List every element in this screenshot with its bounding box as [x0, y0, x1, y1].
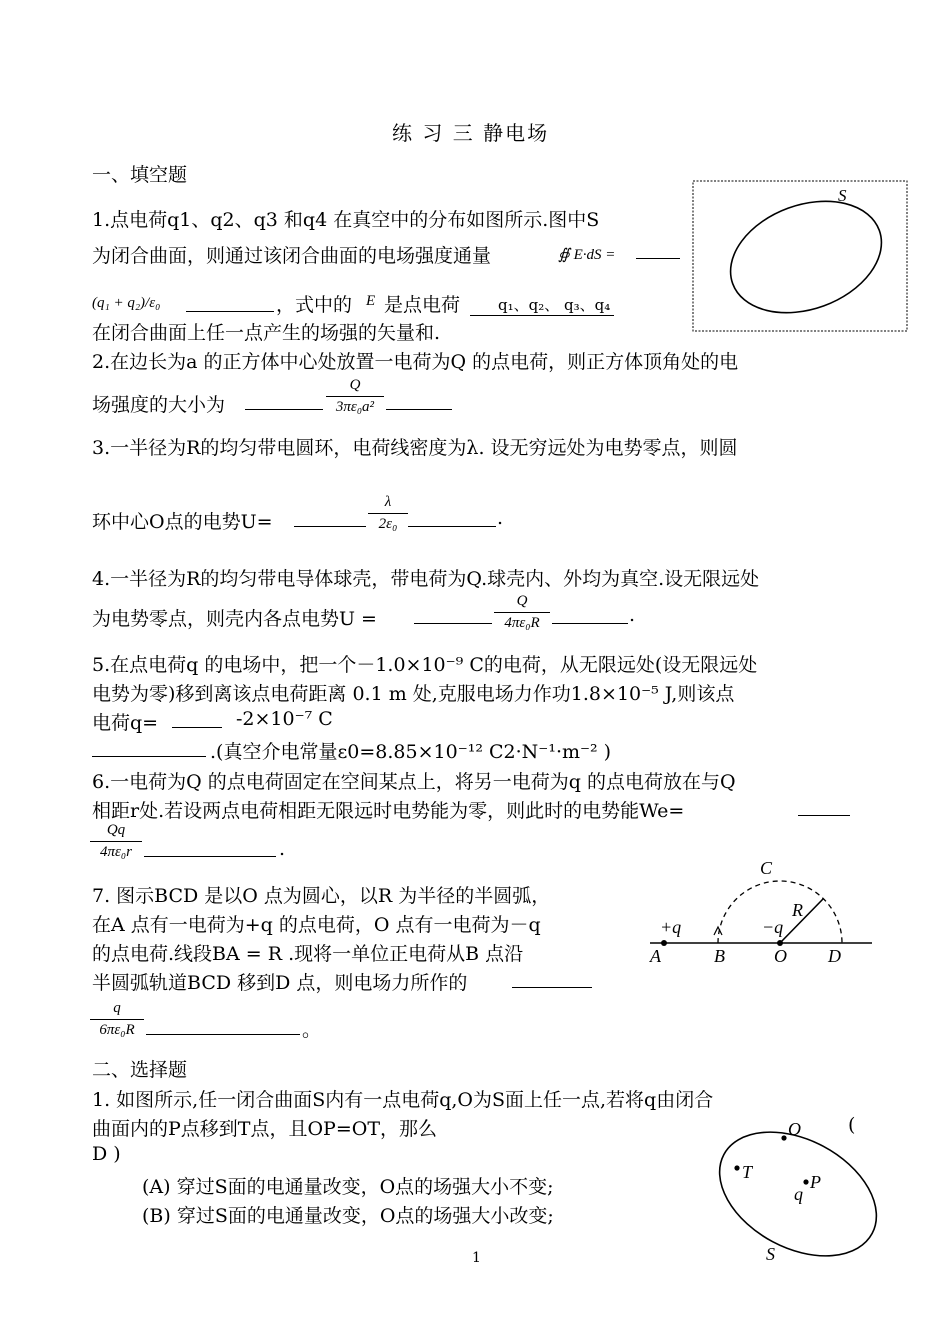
plus-q-label: +q [660, 917, 682, 937]
q2-line1: 2.在边长为a 的正方体中心处放置一电荷为Q 的点电荷，则正方体顶角处的电 [92, 351, 739, 373]
charge-q-label: q [794, 1184, 803, 1204]
point-b-label: B [714, 946, 725, 966]
fraction-bar [90, 841, 142, 842]
surface-s-label: S [838, 186, 847, 205]
q6-denominator: 4πε₀r [100, 844, 132, 860]
q7-line2: 在A 点有一电荷为+q 的点电荷，O 点有一电荷为－q [92, 914, 541, 936]
q3-answer-fraction [368, 494, 408, 533]
q7-blank-right [146, 1018, 300, 1035]
section-fill-in-heading: 一、填空题 [92, 164, 188, 186]
q6-line1: 6.一电荷为Q 的点电荷固定在空间某点上，将另一电荷为q 的点电荷放在与Q [92, 771, 736, 793]
point-o-label-fig3: O [788, 1119, 801, 1139]
point-c-label: C [760, 858, 773, 878]
q1-blank-underline [636, 240, 680, 259]
q3-blank-right [408, 510, 496, 527]
c1-line1: 1. 如图所示,任一闭合曲面S内有一点电荷q,O为S面上任一点,若将q由闭合 [92, 1089, 714, 1111]
q3-line1: 3.一半径为R的均匀带电圆环，电荷线密度为λ. 设无穷远处为电势零点，则圆 [92, 437, 738, 459]
q6-answer-fraction [90, 822, 142, 861]
fraction-bar [368, 513, 408, 514]
q4-answer-fraction [494, 593, 550, 632]
surface-s-label-fig3: S [766, 1244, 775, 1264]
q6-blank-left [798, 799, 850, 816]
q6-line2: 相距r处.若设两点电荷相距无限远时电势能为零，则此时的电势能We= [92, 800, 685, 822]
q1-line4: 在闭合曲面上任一点产生的场强的矢量和. [92, 322, 441, 344]
q1-flux-integral: ∯ E·dS = [558, 247, 616, 263]
c1-open-paren: ( [848, 1114, 856, 1136]
q1-blank-underline-2 [186, 291, 274, 312]
q4-blank-left [414, 607, 492, 624]
q2-blank-left [245, 393, 323, 410]
q7-end-mark: 。 [302, 1019, 322, 1041]
fraction-bar [90, 1019, 144, 1020]
q2-numerator: Q [349, 377, 361, 393]
q6-numerator: Qq [106, 822, 126, 838]
point-d-label: D [828, 946, 841, 966]
radius-r-label: R [792, 900, 803, 920]
q7-answer-fraction [90, 1000, 144, 1039]
q4-end-period: . [629, 604, 636, 626]
q1-e-symbol: E [366, 293, 376, 309]
q3-denominator: 2ε₀ [378, 516, 398, 532]
section-choice-heading: 二、选择题 [92, 1059, 188, 1081]
q4-blank-right [552, 607, 628, 624]
q5-answer: -2×10⁻⁷ C [236, 708, 333, 730]
q7-line1: 7. 图示BCD 是以O 点为圆心，以R 为半径的半圆弧， [92, 885, 551, 907]
page-title: 练 习 三 静电场 [392, 121, 550, 145]
q7-numerator: q [113, 1000, 121, 1016]
q3-blank-left [294, 510, 366, 527]
q6-end-period: . [279, 838, 286, 860]
q7-blank-left [512, 971, 592, 988]
q4-line2: 为电势零点，则壳内各点电势U = [92, 608, 377, 630]
q1-text-where: ，式中的 [276, 294, 353, 316]
q4-numerator: Q [516, 593, 528, 609]
q5-blank [172, 711, 222, 728]
c1-option-b: (B) 穿过S面的电通量改变，O点的场强大小改变; [142, 1205, 554, 1227]
q5-blank-2 [92, 740, 206, 757]
c1-line2: 曲面内的P点移到T点，且OP=OT，那么 [92, 1118, 437, 1140]
q2-denominator: 3πε₀a² [335, 399, 375, 415]
q1-answer: (q₁ + q₂)/ε₀ [92, 295, 161, 311]
q2-answer-fraction [326, 377, 384, 416]
q4-denominator: 4πε₀R [504, 615, 540, 631]
q5-line1: 5.在点电荷q 的电场中，把一个－1.0×10⁻⁹ C的电荷，从无限远处(设无限远处 [92, 654, 758, 676]
q5-line4: .(真空介电常量ε0=8.85×10⁻¹² C2·N⁻¹·m⁻² ) [210, 741, 612, 763]
q7-denominator: 6πε₀R [99, 1022, 135, 1038]
q2-blank-right [386, 393, 452, 410]
fraction-bar [494, 612, 550, 613]
q3-end-period: . [497, 507, 504, 529]
q2-line2: 场强度的大小为 [92, 394, 226, 416]
point-p-label: P [810, 1172, 821, 1192]
c1-option-a: (A) 穿过S面的电通量改变，O点的场强大小不变; [142, 1176, 554, 1198]
point-a-label: A [650, 946, 661, 966]
q7-line4: 半圆弧轨道BCD 移到D 点，则电场力所作的 [92, 972, 468, 994]
closed-surface-figure [692, 180, 908, 332]
point-o-label: O [774, 946, 787, 966]
q4-line1: 4.一半径为R的均匀带电导体球壳，带电荷为Q.球壳内、外均为真空.设无限远处 [92, 568, 760, 590]
q7-line3: 的点电荷.线段BA = R .现将一单位正电荷从B 点沿 [92, 943, 524, 965]
q6-blank-right [144, 840, 276, 857]
q1-answer-charges: q₁、q₂、 q₃、q₄ [470, 294, 614, 316]
fraction-bar [326, 396, 384, 397]
c1-answer: D ) [92, 1143, 121, 1165]
point-t-label: T [742, 1162, 753, 1182]
q5-line3: 电荷q= [92, 712, 159, 734]
q1-text-is-charge: 是点电荷 [384, 294, 461, 316]
q3-numerator: λ [384, 494, 392, 510]
q1-line1: 1.点电荷q1、q2、q3 和q4 在真空中的分布如图所示.图中S [92, 209, 600, 231]
q3-line2: 环中心O点的电势U= [92, 511, 273, 533]
q5-line2: 电势为零)移到离该点电荷距离 0.1 m 处,克服电场力作功1.8×10⁻⁵ J,则该点 [92, 683, 735, 705]
page-number: 1 [472, 1250, 481, 1266]
q1-line2: 为闭合曲面，则通过该闭合曲面的电场强度通量 [92, 245, 492, 267]
minus-q-label: −q [762, 917, 784, 937]
